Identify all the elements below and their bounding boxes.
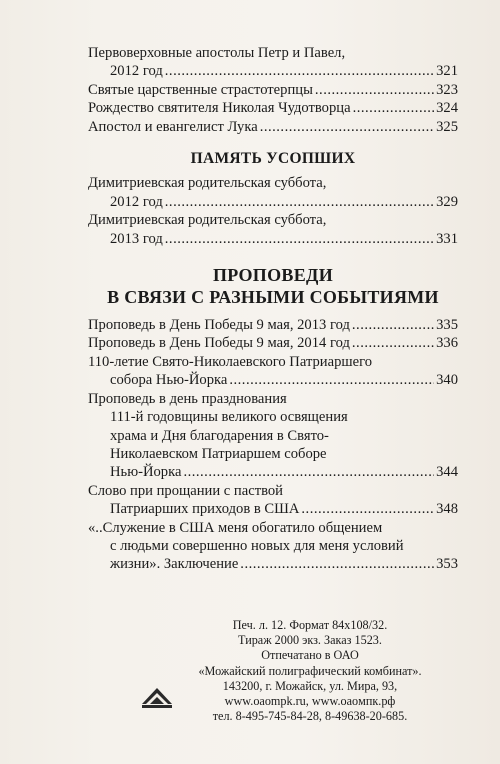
dot-leader bbox=[315, 81, 434, 99]
toc-page-number: 331 bbox=[436, 230, 458, 247]
colophon-line: www.oaompk.ru, www.oaoмпк.рф bbox=[224, 694, 396, 709]
dot-leader bbox=[240, 555, 434, 573]
toc-entry-title: собора Нью-Йорка bbox=[110, 372, 228, 389]
toc-page-number: 335 bbox=[436, 317, 458, 334]
toc-page-number: 344 bbox=[436, 464, 458, 481]
colophon-line: Печ. л. 12. Формат 84x108/32. bbox=[232, 618, 388, 632]
toc-entry bbox=[88, 118, 458, 136]
toc-page-number: 348 bbox=[436, 501, 458, 518]
toc-entry bbox=[88, 334, 458, 352]
toc-entry bbox=[88, 519, 458, 574]
dot-leader bbox=[229, 371, 434, 389]
toc-entry-title: «..Служение в США меня обогатило общением bbox=[88, 519, 383, 536]
toc-entry-title: Патриарших приходов в США bbox=[110, 501, 300, 518]
table-of-contents bbox=[88, 44, 458, 574]
dot-leader bbox=[165, 230, 434, 248]
dot-leader bbox=[165, 193, 434, 211]
toc-entry-title: Апостол и евангелист Лука bbox=[88, 118, 258, 135]
toc-entry-title: Проповедь в день празднования bbox=[88, 390, 287, 407]
toc-page-number: 340 bbox=[436, 372, 458, 389]
toc-entry-title: 2012 год bbox=[110, 63, 163, 80]
toc-page-number: 353 bbox=[436, 556, 458, 573]
toc-entry-title: Слово при прощании с паствой bbox=[88, 482, 283, 499]
toc-page-number: 323 bbox=[436, 81, 458, 98]
dot-leader bbox=[353, 99, 435, 117]
colophon-line: Отпечатано в ОАО bbox=[261, 648, 359, 663]
colophon-line: 143200, г. Можайск, ул. Мира, 93, bbox=[222, 678, 398, 693]
colophon-line: тел. 8-495-745-84-28, 8-49638-20-685. bbox=[212, 709, 408, 724]
toc-entry-title: с людьми совершенно новых для меня условий bbox=[110, 537, 404, 554]
toc-entry-title: Рождество святителя Николая Чудотворца bbox=[88, 100, 351, 117]
toc-page-number: 329 bbox=[436, 193, 458, 210]
toc-entry-title: 111-й годовщины великого освящения bbox=[110, 409, 348, 426]
toc-entry bbox=[88, 44, 458, 81]
toc-entry-title: 2012 год bbox=[110, 193, 163, 210]
toc-entry-title: 110-летие Свято-Николаевского Патриаршего bbox=[88, 353, 373, 370]
toc-entry bbox=[88, 174, 458, 211]
toc-entry-title: жизни». Заключение bbox=[110, 556, 239, 573]
toc-entry-title: Проповедь в День Победы 9 мая, 2013 год bbox=[88, 317, 350, 334]
toc-entry-title: Святые царственные страстотерпцы bbox=[88, 81, 313, 98]
dot-leader bbox=[352, 334, 434, 352]
toc-entry-title: Нью-Йорка bbox=[110, 464, 182, 481]
toc-entry-title: Проповедь в День Победы 9 мая, 2014 год bbox=[88, 335, 350, 352]
section-heading-sermons bbox=[88, 264, 458, 308]
toc-entry bbox=[88, 316, 458, 334]
toc-entry-title: Димитриевская родительская суббота, bbox=[88, 212, 327, 229]
toc-entry-title: Николаевском Патриаршем соборе bbox=[110, 445, 327, 462]
colophon-line: Тираж 2000 экз. Заказ 1523. bbox=[238, 633, 382, 648]
toc-entry-title: 2013 год bbox=[110, 230, 163, 247]
toc-entry-title: Первоверховные апостолы Петр и Павел, bbox=[88, 45, 346, 61]
section-heading-line: В СВЯЗИ С РАЗНЫМИ СОБЫТИЯМИ bbox=[107, 287, 439, 308]
toc-entry bbox=[88, 482, 458, 519]
toc-entry bbox=[88, 353, 458, 390]
toc-entry bbox=[88, 81, 458, 99]
dot-leader bbox=[352, 316, 434, 334]
toc-page-number: 336 bbox=[436, 335, 458, 352]
dot-leader bbox=[183, 463, 434, 481]
toc-page-number: 324 bbox=[436, 100, 458, 117]
toc-page-number: 321 bbox=[436, 63, 458, 80]
toc-page-number: 325 bbox=[436, 118, 458, 135]
toc-entry-title: храма и Дня благодарения в Свято- bbox=[110, 427, 329, 444]
colophon-line: «Можайский полиграфический комбинат». bbox=[198, 663, 422, 678]
toc-entry bbox=[88, 99, 458, 117]
dot-leader bbox=[165, 62, 434, 80]
toc-entry bbox=[88, 211, 458, 248]
toc-entry-title: Димитриевская родительская суббота, bbox=[88, 175, 327, 192]
toc-entry bbox=[88, 390, 458, 482]
section-heading-memory-of-departed: ПАМЯТЬ УСОПШИХ bbox=[190, 150, 356, 168]
dot-leader bbox=[260, 118, 434, 136]
dot-leader bbox=[301, 500, 434, 518]
colophon bbox=[160, 618, 460, 724]
section-heading-line: ПРОПОВЕДИ bbox=[213, 265, 333, 286]
